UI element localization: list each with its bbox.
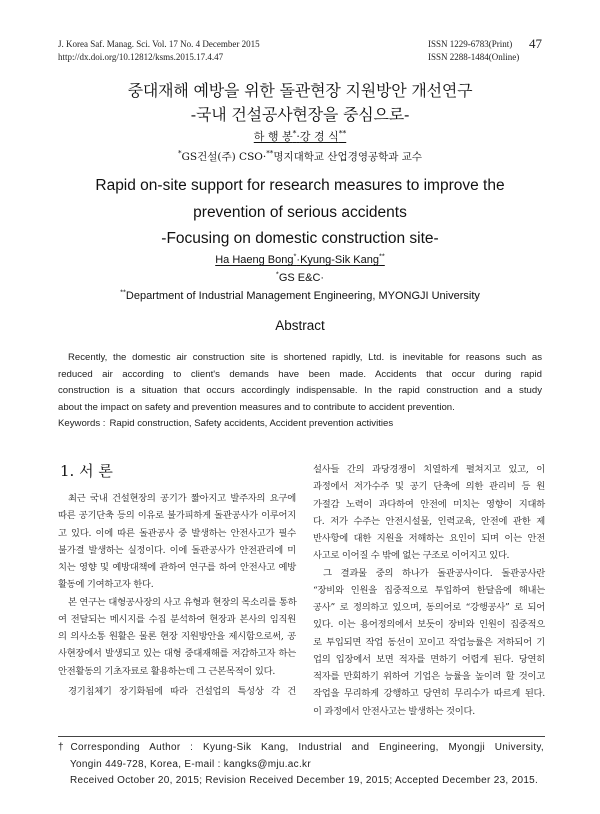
footnote-rule [58, 736, 545, 737]
english-affiliation-2 [0, 288, 600, 305]
journal-header-left [58, 38, 260, 64]
body-column-right [313, 461, 545, 720]
body-line: 불가결 발생하는 실정이다. 이에 돌관공사가 안전관리에 미 [58, 544, 296, 556]
english-author-line [0, 252, 600, 269]
author-separator: · [296, 130, 300, 143]
author-name: 하 행 봉 [253, 130, 293, 143]
korean-title: 중대재해 예방을 위한 돌관현장 지원방안 개선연구 [127, 81, 473, 100]
keywords-line [58, 416, 542, 433]
korean-subtitle: -국내 건설공사현장을 중심으로- [190, 105, 410, 124]
abstract-line: construction is a situation that occurs accordingly indispensable. In the rapid construction and a study [58, 385, 542, 397]
author-mark: ** [338, 128, 347, 138]
affiliation-separator: · [262, 151, 267, 163]
body-line: 그 결과물 중의 하나가 돌관공사이다. 돌관공사란 [323, 567, 545, 579]
author-name: Ha Haeng Bong [215, 254, 294, 266]
korean-affiliation-line [0, 149, 600, 165]
abstract-heading: Abstract [275, 318, 325, 333]
body-line: 치는 영향 및 예방대책에 관하여 연구를 하여 안전사고 예방 [58, 562, 296, 573]
body-line: 작업을 무리하게 강행하고 당연히 무리수가 따르게 된다. [313, 688, 545, 700]
english-subtitle: -Focusing on domestic construction site- [161, 230, 439, 247]
doi-link[interactable]: http://dx.doi.org/10.12812/ksms.2015.17.4.47 [58, 52, 224, 62]
body-line: “장비와 인원을 집중적으로 투입하여 한달음에 해내는 [313, 584, 545, 596]
body-line: 활동에 기여하고자 한다. [58, 579, 154, 591]
body-line: 경기침체기 장기화됨에 따라 건설업의 특성상 각 건 [68, 685, 296, 697]
journal-citation: J. Korea Saf. Manag. Sci. Vol. 17 No. 4 December 2015 [58, 39, 260, 49]
author-mark: ** [378, 251, 385, 261]
section-heading: 1. 서 론 [60, 462, 113, 480]
body-line: 따른 공기단축 등의 이유로 불가피하게 돌관공사가 이루어지 [58, 510, 296, 522]
body-line: 과정에서 저가수주 및 공기 단축에 의한 관리비 등 원 [313, 481, 545, 493]
korean-title-block [0, 79, 600, 127]
body-line: 가절감 노력이 과다하여 안전에 미치는 영향이 지대하 [313, 498, 545, 510]
keywords-text: Rapid construction, Safety accidents, Accident prevention activities [109, 418, 394, 430]
korean-author-line [0, 129, 600, 145]
body-column-left [58, 490, 296, 700]
corresponding-author-address: Yongin 449-728, Korea, E-mail : kangks@mju.ac.kr [70, 758, 311, 770]
body-line: 공사” 로 정의하고 있으며, 동의어로 “강행공사” 로 되어 [313, 602, 545, 613]
body-line: 사현장에서 발생되고 있는 대형 중대재해를 저감하고자 하는 [58, 648, 296, 660]
page-number: 47 [529, 36, 542, 51]
abstract-line: Recently, the domestic air construction site is shortened rapidly, Ltd. is inevitable for reasons such as [68, 352, 542, 363]
body-line: 적자를 만회하기 위하여 기업은 능률을 높이려 할 것이고 [313, 671, 545, 682]
body-line: 고 있다. 이에 따른 돌관공사 중 발생하는 안전사고가 필수 [58, 527, 296, 539]
body-line: 반사항에 대한 지원을 저해하는 요인이 되며 이는 안전 [313, 533, 545, 544]
english-title-line: prevention of serious accidents [193, 203, 407, 221]
body-line: 다. 저가 수주는 안전시설물, 인력교육, 안전에 관한 제 [313, 515, 545, 527]
author-mark: * [292, 128, 297, 138]
affiliation-text: 명지대학교 산업경영공학과 교수 [273, 151, 423, 163]
body-line: 업의 입장에서 보면 적자를 면하기 어렵게 된다. 당연히 [313, 653, 545, 665]
korean-author-names [254, 130, 346, 143]
author-name: 강 경 식 [299, 130, 339, 143]
body-line: 설사들 간의 과당경쟁이 치열하게 펼쳐지고 있고, 이 [313, 464, 545, 475]
corresponding-author-line: †Corresponding Author : Kyung-Sik Kang, Industrial and Engineering, Myongji University, [58, 742, 544, 753]
body-line: 본 연구는 대형공사장의 사고 유형과 현장의 목소리를 통하 [68, 596, 297, 608]
english-affiliation-1 [0, 270, 600, 287]
body-line: 있다. 이는 용어정의에서 보듯이 장비와 인원이 집중적으 [313, 619, 545, 631]
author-name: Kyung-Sik Kang [300, 254, 379, 266]
body-line: 로 투입되면 작업 동선이 꼬이고 작업능률은 저하되어 기 [313, 636, 545, 648]
affiliation-text: GS E&C· [278, 272, 325, 284]
body-line: 이 과정에서 안전사고는 발생하는 것이다. [313, 705, 475, 717]
issn-online: ISSN 2288-1484(Online) [428, 52, 520, 62]
affiliation-mark: * [177, 148, 182, 158]
body-line: 사고로 이어질 수 밖에 없는 구조로 이어지고 있다. [313, 550, 510, 562]
affiliation-mark: ** [120, 287, 126, 297]
affiliation-text: GS건설(주) CSO [181, 151, 263, 163]
issn-print: ISSN 1229-6783(Print) [428, 39, 513, 49]
affiliation-mark: ** [266, 148, 274, 158]
affiliation-mark: * [275, 269, 279, 279]
abstract-line: reduced air according to client's demands have been made. Accidents that occur during rapid [58, 368, 542, 380]
english-title-line: Rapid on-site support for research measures to improve the [95, 177, 505, 194]
english-title-block [0, 173, 600, 253]
body-line: 의 의사소통 원활은 물론 현장 지원방안을 제시함으로써, 공 [58, 631, 296, 642]
english-author-names [215, 251, 385, 266]
abstract-line: about the impact on safety and prevention measures and to contribute to accident prevention. [58, 401, 455, 413]
keywords-label: Keywords : [58, 418, 106, 430]
author-mark: * [293, 251, 297, 261]
affiliation-text: Department of Industrial Management Engineering, MYONGJI University [125, 290, 480, 302]
abstract-body [58, 350, 542, 433]
body-line: 안전활동의 기초자료로 활용하는데 그 근본목적이 있다. [58, 665, 276, 677]
footnote [58, 740, 544, 790]
received-dates: Received October 20, 2015; Revision Received December 19, 2015; Accepted December 23, 2015. [70, 775, 539, 786]
body-line: 여 전달되는 메시지를 수집 분석하여 현장과 본사의 임직원 [58, 613, 296, 625]
journal-header-right [428, 38, 519, 64]
author-separator: · [296, 254, 301, 266]
body-line: 최근 국내 건설현장의 공기가 짧아지고 발주자의 요구에 [68, 493, 296, 504]
